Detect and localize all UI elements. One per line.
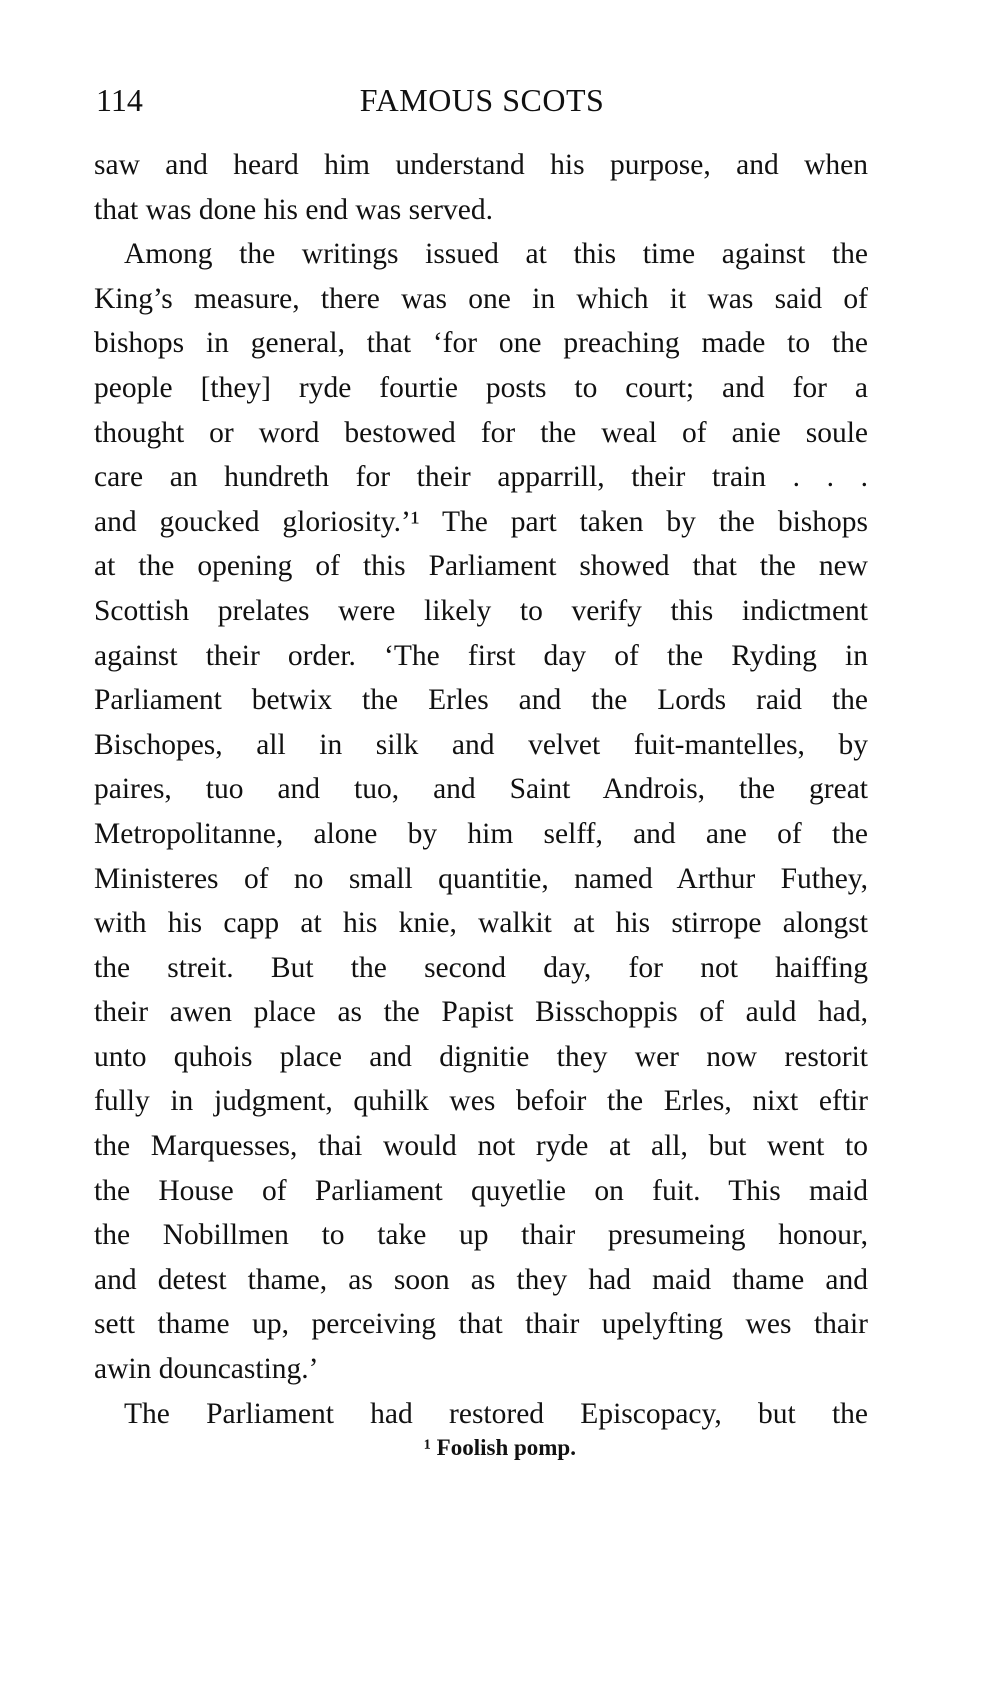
text-line: and goucked gloriosity.’¹ The part taken by the bishops [94, 505, 868, 538]
text-line: unto quhois place and dignitie they wer now restorit [94, 1040, 868, 1073]
running-title: FAMOUS SCOTS [359, 82, 605, 118]
text-line: Ministeres of no small quantitie, named Arthur Futhey, [94, 862, 868, 895]
text-line: care an hundreth for their apparrill, their train . . . [94, 461, 868, 494]
text-line: the Marquesses, thai would not ryde at all, but went to [94, 1130, 868, 1163]
page-number: 114 [96, 82, 143, 118]
text-line: awin douncasting.’ [94, 1353, 319, 1386]
text-line: Parliament betwix the Erles and the Lords raid the [94, 684, 868, 717]
text-line: and detest thame, as soon as they had maid thame and [94, 1263, 868, 1296]
text-line: bishops in general, that ‘for one preaching made to the [94, 327, 868, 360]
text-line: the House of Parliament quyetlie on fuit. This maid [94, 1174, 868, 1207]
text-line: against their order. ‘The first day of the Ryding in [94, 639, 868, 672]
text-line: sett thame up, perceiving that thair upelyfting wes thair [94, 1308, 868, 1341]
text-line: at the opening of this Parliament showed that the new [94, 550, 868, 583]
text-line: The Parliament had restored Episcopacy, but the [124, 1397, 868, 1430]
text-line: that was done his end was served. [94, 193, 493, 226]
text-line: their awen place as the Papist Bisschoppis of auld had, [94, 996, 868, 1029]
text-line: fully in judgment, quhilk wes befoir the Erles, nixt eftir [94, 1085, 868, 1118]
text-line: paires, tuo and tuo, and Saint Androis, the great [94, 773, 868, 806]
text-line: Bischopes, all in silk and velvet fuit-mantelles, by [94, 728, 868, 761]
text-line: the streit. But the second day, for not haiffing [94, 951, 868, 984]
text-line: people [they] ryde fourtie posts to court; and for a [94, 371, 868, 404]
text-line: Metropolitanne, alone by him selff, and ane of the [94, 817, 868, 850]
footnote: ¹ Foolish pomp. [424, 1435, 576, 1460]
text-line: thought or word bestowed for the weal of anie soule [94, 416, 868, 449]
text-line: Among the writings issued at this time against the [124, 238, 868, 271]
text-line: King’s measure, there was one in which it was said of [94, 282, 868, 315]
body-text [94, 143, 868, 1436]
text-line: Scottish prelates were likely to verify this indictment [94, 594, 868, 627]
text-line: the Nobillmen to take up thair presumeing honour, [94, 1219, 868, 1252]
page-header [96, 82, 868, 126]
text-line: saw and heard him understand his purpose, and when [94, 149, 868, 181]
text-line: with his capp at his knie, walkit at his stirrope alongst [94, 907, 868, 940]
